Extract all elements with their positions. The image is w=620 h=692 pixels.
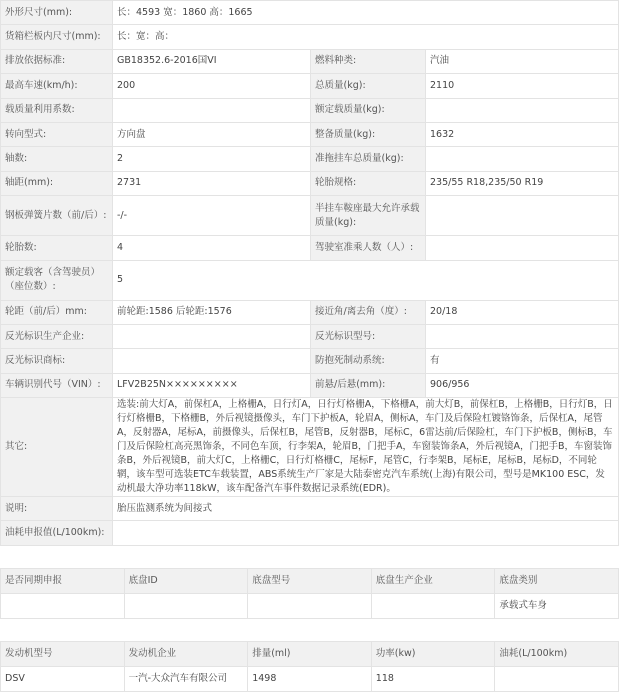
spec-value: 5 [113,260,619,300]
column-header: 是否同期申报 [1,568,125,593]
spec-row [1,497,619,521]
column-header: 功率(kw) [371,641,495,666]
spec-label: 反光标识商标: [1,349,113,373]
spec-label: 油耗申报值(L/100km): [1,521,113,545]
chassis-header-row [1,568,619,593]
spec-value [426,196,619,236]
spec-label: 轮胎规格: [311,171,426,195]
spec-row [1,300,619,324]
spec-row [1,25,619,49]
spec-row [1,349,619,373]
spec-row [1,171,619,195]
spec-value [113,324,311,348]
spec-value [426,324,619,348]
spec-label: 其它: [1,398,113,497]
spec-label: 最高车速(km/h): [1,74,113,98]
spec-label: 轴数: [1,147,113,171]
spec-label: 说明: [1,497,113,521]
spec-label: 整备质量(kg): [311,122,426,146]
spec-value [426,147,619,171]
spec-value: 235/55 R18,235/50 R19 [426,171,619,195]
spec-value: 汽油 [426,49,619,73]
spec-row [1,1,619,25]
engine-table [0,641,619,692]
chassis-table [0,568,619,619]
spec-value [113,349,311,373]
spec-value: LFV2B25N××××××××× [113,373,311,397]
spec-label: 防抱死制动系统: [311,349,426,373]
column-header: 油耗(L/100km) [495,641,619,666]
table-cell: 118 [371,666,495,691]
table-cell: DSV [1,666,125,691]
spec-label: 前悬/后悬(mm): [311,373,426,397]
spec-value [426,236,619,260]
spec-row [1,122,619,146]
spec-value: 4 [113,236,311,260]
spec-row [1,147,619,171]
spec-label: 排放依据标准: [1,49,113,73]
spec-label: 燃料种类: [311,49,426,73]
chassis-row [1,593,619,618]
column-header: 发动机型号 [1,641,125,666]
spec-label: 驾驶室准乘人数（人）: [311,236,426,260]
spec-value: 1632 [426,122,619,146]
spec-label: 半挂车鞍座最大允许承载质量(kg): [311,196,426,236]
spec-label: 转向型式: [1,122,113,146]
column-header: 底盘型号 [248,568,372,593]
table-cell [248,593,372,618]
spec-label: 车辆识别代号（VIN）: [1,373,113,397]
spec-label: 钢板弹簧片数（前/后）: [1,196,113,236]
spec-label: 接近角/离去角（度）: [311,300,426,324]
spec-value: 方向盘 [113,122,311,146]
spec-label: 轴距(mm): [1,171,113,195]
spec-row [1,98,619,122]
column-header: 底盘ID [124,568,248,593]
spec-label: 轮距（前/后）mm: [1,300,113,324]
spec-row [1,196,619,236]
spec-row [1,373,619,397]
spec-label: 准拖挂车总质量(kg): [311,147,426,171]
engine-row [1,666,619,691]
spec-value: 200 [113,74,311,98]
spec-value: 选装:前大灯A，前保杠A，上格栅A，日行灯A，日行灯格栅A，下格栅A，前大灯B，前保杠B，上格栅B，日行灯B，日行灯格栅B，下格栅B，外后视镜摄像头，车门下护板A，轮眉A，侧标A，车门及后保险杠镀铬饰条，后保杠A，尾管A，反射器A，尾标A，前摄像头，后保杠B，尾管B，反射器B，尾标C，6雷达前/后保险杠，车门下护板B，侧标B，车门及后保险杠高亮黑饰条，不同色车顶，行李架A，轮眉B，门把手A，车窗装饰条A，外后视镜A，门把手B，车窗装饰条B，外后视镜B，前大灯C，上格栅C，日行灯格栅C，尾标F，尾管C，行李架B，尾标E，尾标B，尾标D，不同轮辋，该车型可选装ETC车载装置，ABS系统生产厂家是大陆泰密克汽车系统(上海)有限公司，型号是MK100 ESC，发动机最大净功率118kW，该车配备汽车事件数据记录系统(EDR)。 [113,398,619,497]
spec-label: 总质量(kg): [311,74,426,98]
spec-value: 胎压监测系统为间接式 [113,497,619,521]
spec-row [1,49,619,73]
spec-label: 货箱栏板内尺寸(mm): [1,25,113,49]
spec-value: 长：4593 宽：1860 高：1665 [113,1,619,25]
spec-value [426,98,619,122]
spec-value [113,521,619,545]
column-header: 底盘生产企业 [371,568,495,593]
spec-row [1,74,619,98]
spec-label: 轮胎数: [1,236,113,260]
table-cell: 1498 [248,666,372,691]
column-header: 排量(ml) [248,641,372,666]
table-cell: 一汽-大众汽车有限公司 [124,666,248,691]
table-cell: 承载式车身 [495,593,619,618]
column-header: 发动机企业 [124,641,248,666]
spec-value: 2110 [426,74,619,98]
spec-row [1,521,619,545]
spec-row [1,260,619,300]
table-cell [1,593,125,618]
spec-value: 2731 [113,171,311,195]
spec-value [113,98,311,122]
spec-label: 反光标识型号: [311,324,426,348]
spec-value: 长：宽：高： [113,25,619,49]
spec-row [1,236,619,260]
table-cell [124,593,248,618]
spec-value: 有 [426,349,619,373]
spec-value: GB18352.6-2016国VI [113,49,311,73]
spec-value: 2 [113,147,311,171]
table-cell [495,666,619,691]
column-header: 底盘类别 [495,568,619,593]
spec-label: 额定载客（含驾驶员）（座位数）: [1,260,113,300]
spec-value: -/- [113,196,311,236]
engine-header-row [1,641,619,666]
spec-row [1,324,619,348]
table-cell [371,593,495,618]
spec-label: 外形尺寸(mm): [1,1,113,25]
spec-label: 额定载质量(kg): [311,98,426,122]
spec-value: 906/956 [426,373,619,397]
spec-label: 反光标识生产企业: [1,324,113,348]
spec-value: 20/18 [426,300,619,324]
spec-row [1,398,619,497]
spec-value: 前轮距:1586 后轮距:1576 [113,300,311,324]
spec-label: 载质量利用系数: [1,98,113,122]
